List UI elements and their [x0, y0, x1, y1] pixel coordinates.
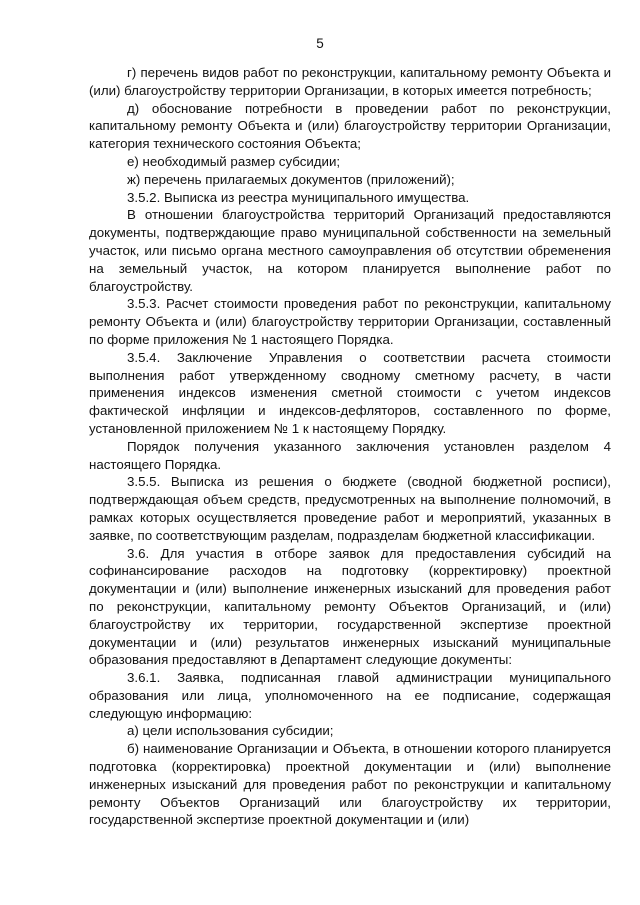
paragraph-3-6: 3.6. Для участия в отборе заявок для предоставления субсидий на софинансирование расходов на подготовку (корректировку) проектной документации и (или) выполнение инженерных изысканий для проведения работ по реконструкции, капитальному ремонту Объектов Организаций, и (или) благоустройству их территории, государственной экспертизе проектной документации и (или) результатов инженерных изысканий муниципальные образования предоставляют в Департамент следующие документы: — [89, 545, 611, 668]
paragraph-item-e: е) необходимый размер субсидии; — [127, 153, 341, 169]
paragraph-item-d: д) обоснование потребности в проведении работ по реконструкции, капитальному ремонту Объекта и (или) благоустройству территории Организации, категория технического состояния Объекта; — [89, 100, 611, 152]
paragraph-conclusion-procedure: Порядок получения указанного заключения установлен разделом 4 настоящего Порядка. — [89, 438, 611, 472]
document-body — [89, 64, 611, 829]
paragraph-3-5-3: 3.5.3. Расчет стоимости проведения работ по реконструкции, капитальному ремонту Объекта и (или) благоустройству территории Организации, составленный по форме приложения № 1 настоящего Порядка. — [89, 296, 611, 347]
page-number: 5 — [316, 36, 324, 51]
paragraph-3-6-1: 3.6.1. Заявка, подписанная главой администрации муниципального образования или лица, уполномоченного на ее подписание, содержащая следующую информацию: — [89, 670, 611, 721]
paragraph-landscaping-docs: В отношении благоустройства территорий Организаций предоставляются документы, подтверждающие право муниципальной собственности на земельный участок, или письмо органа местного самоуправления об отсутствии обременения на земельный участок, на котором планируется выполнение работ по благоустройству. — [89, 207, 611, 294]
paragraph-item-b: б) наименование Организации и Объекта, в отношении которого планируется подготовка (корректировка) проектной документации и (или) выполнение инженерных изысканий для проведения работ по реконструкции и капитальному ремонту Объектов Организаций или благоустройству их территории, государственной экспертизе проектной документации и (или) — [89, 741, 611, 828]
paragraph-3-5-4: 3.5.4. Заключение Управления о соответствии расчета стоимости выполнения работ утвержденному сводному сметному расчету, в части применения индексов изменения сметной стоимости с учетом индексов фактической инфляции и индексов-дефляторов, составленного по форме, установленной приложением № 1 к настоящему Порядку. — [89, 349, 611, 436]
paragraph-3-5-2: 3.5.2. Выписка из реестра муниципального имущества. — [127, 189, 470, 205]
paragraph-3-5-5: 3.5.5. Выписка из решения о бюджете (сводной бюджетной росписи), подтверждающая объем средств, предусмотренных на выполнение полномочий, в рамках которых осуществляется проведение работ и мероприятий, указанных в заявке, по соответствующим разделам, подразделам бюджетной классификации. — [89, 474, 611, 543]
paragraph-item-a: а) цели использования субсидии; — [127, 723, 334, 739]
paragraph-item-zh: ж) перечень прилагаемых документов (приложений); — [127, 171, 455, 187]
paragraph-item-g: г) перечень видов работ по реконструкции, капитальному ремонту Объекта и (или) благоустройству территории Организации, в которых имеется потребность; — [89, 65, 611, 98]
